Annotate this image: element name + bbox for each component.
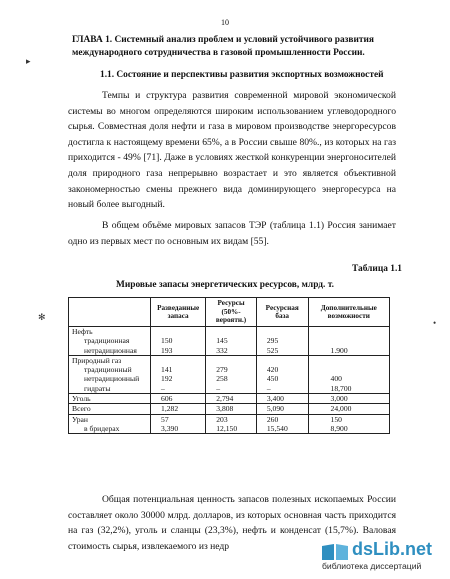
value-cell xyxy=(206,355,257,393)
table-header-cell: Разведанные запаса xyxy=(151,298,206,327)
paragraph-1 xyxy=(68,88,396,213)
text-line: составляет около 30000 млрд. долларов, из которых основная часть приходится xyxy=(68,509,396,521)
value-cell xyxy=(206,327,257,356)
row-label-cell xyxy=(69,355,151,393)
table-row xyxy=(69,355,390,393)
cell-value: 24,000 xyxy=(330,404,352,414)
value-cell xyxy=(206,414,257,434)
cell-value: 150 xyxy=(330,414,342,424)
cell-value: 5,090 xyxy=(266,404,284,414)
cell-value: – xyxy=(216,383,221,393)
text-line: достигла к настоящему времени 65%, а в России свыше 80%., из которых на газ xyxy=(68,136,396,148)
row-label: гидраты xyxy=(84,383,111,393)
cell-value: – xyxy=(161,383,165,393)
cell-value: 8,900 xyxy=(330,423,348,433)
margin-mark-icon: ✻ xyxy=(38,312,46,322)
row-label: в бридерах xyxy=(84,423,120,433)
table-row xyxy=(69,414,390,434)
cell-value: 145 xyxy=(216,336,228,346)
cell-value xyxy=(331,356,386,365)
cell-value: 12,150 xyxy=(216,423,238,433)
paragraph-2 xyxy=(68,218,396,249)
text-line: закономерностью смены прежнего вида доминирующего энергоресурса на xyxy=(68,183,396,195)
cell-value xyxy=(331,365,386,374)
value-cell xyxy=(151,355,206,393)
cell-value xyxy=(161,356,202,365)
watermark-logo xyxy=(320,539,438,573)
table-row xyxy=(69,404,390,414)
section-heading: 1.1. Состояние и перспективы развития экспортных возможностей xyxy=(100,70,384,80)
cell-value: 193 xyxy=(161,345,173,355)
table-row xyxy=(69,327,390,356)
cell-value: 420 xyxy=(266,365,279,375)
value-cell xyxy=(151,414,206,434)
text-line: Темпы и структура развития современной мировой экономической xyxy=(102,90,396,101)
watermark-subtitle: библиотека диссертаций xyxy=(322,561,422,571)
value-cell xyxy=(308,404,389,414)
cell-value xyxy=(331,336,386,345)
row-label-cell xyxy=(69,404,151,414)
row-label: нетрадиционный xyxy=(84,374,140,384)
value-cell xyxy=(256,355,308,393)
table-header-cell: Ресурсы (50%-вероятн.) xyxy=(206,298,257,327)
cell-value: 450 xyxy=(266,374,279,384)
cell-value xyxy=(331,327,386,336)
cell-value: 57 xyxy=(161,414,169,424)
margin-mark-icon: ▸ xyxy=(26,56,31,66)
text-line: стоимость сырья, извлекаемого из недр xyxy=(68,540,230,552)
cell-value xyxy=(216,327,253,336)
text-line: Общая потенциальная ценность запасов полезных ископаемых России xyxy=(102,494,396,505)
row-label: Природный газ xyxy=(72,355,122,365)
cell-value: 192 xyxy=(161,374,173,384)
cell-value: 260 xyxy=(266,414,279,424)
value-cell xyxy=(256,404,308,414)
row-label: традиционная xyxy=(84,336,130,346)
cell-value: 3,808 xyxy=(216,404,234,414)
cell-value: 3,400 xyxy=(266,394,284,404)
cell-value: 15,540 xyxy=(266,423,288,433)
table-row xyxy=(69,394,390,404)
row-label: традиционный xyxy=(84,365,132,375)
row-label: нетрадиционная xyxy=(84,345,137,355)
reserves-table xyxy=(68,297,390,434)
value-cell xyxy=(206,394,257,404)
cell-value: – xyxy=(266,383,271,393)
book-icon xyxy=(320,540,350,562)
value-cell xyxy=(256,327,308,356)
cell-value: 1,282 xyxy=(161,404,179,414)
text-line: сырья. Совместная доля нефти и газа в мировом производстве энергоресурсов xyxy=(68,121,396,133)
text-line: новый более выгодный. xyxy=(68,199,165,211)
cell-value: 141 xyxy=(161,365,173,375)
value-cell xyxy=(206,404,257,414)
cell-value: 1.900 xyxy=(330,345,348,355)
value-cell xyxy=(256,414,308,434)
value-cell xyxy=(308,355,389,393)
page-number: 10 xyxy=(221,18,229,27)
text-line: системы во многом определяются широким использованием углеводородного xyxy=(68,105,396,117)
row-label: Уголь xyxy=(72,394,91,404)
cell-value: 3,000 xyxy=(330,394,348,404)
row-label-cell xyxy=(69,414,151,434)
value-cell xyxy=(308,394,389,404)
table-caption: Таблица 1.1 xyxy=(352,264,402,274)
cell-value: 203 xyxy=(216,414,228,424)
text-line: одно из первых мест по основным их видам [55]. xyxy=(68,235,269,247)
text-line: на газ (32,2%), уголь и сланцы (23,3%), нефть и конденсат (15,7%). Валовая xyxy=(68,525,396,537)
value-cell xyxy=(308,414,389,434)
value-cell xyxy=(308,327,389,356)
cell-value: 258 xyxy=(216,374,228,384)
row-label-cell xyxy=(69,327,151,356)
row-label: Нефть xyxy=(72,327,93,336)
table-header-cell: Ресурсная база xyxy=(256,298,308,327)
text-line: доля природного газа непрерывно возрастает и это является объективной xyxy=(68,167,396,179)
cell-value xyxy=(267,327,305,336)
text-line: приходится - 49% [71]. Даже в условиях жесткой конкуренции энергоносителей xyxy=(68,152,396,164)
value-cell xyxy=(151,404,206,414)
cell-value: 18,700 xyxy=(330,383,352,393)
cell-value: 150 xyxy=(161,336,173,346)
margin-mark-icon: • xyxy=(433,318,437,328)
cell-value: 400 xyxy=(330,374,342,384)
table-header-cell xyxy=(69,298,151,327)
value-cell xyxy=(256,394,308,404)
cell-value xyxy=(161,327,202,336)
cell-value: 606 xyxy=(161,394,173,404)
cell-value: 3,390 xyxy=(161,423,179,433)
value-cell xyxy=(151,394,206,404)
cell-value xyxy=(216,356,253,365)
cell-value: 295 xyxy=(266,336,279,346)
row-label-cell xyxy=(69,394,151,404)
value-cell xyxy=(151,327,206,356)
row-label: Уран xyxy=(72,414,88,424)
table-header-cell: Дополнительные возможности xyxy=(308,298,389,327)
table-title: Мировые запасы энергетических ресурсов, млрд. т. xyxy=(116,280,334,290)
cell-value: 2,794 xyxy=(216,394,234,404)
cell-value: 332 xyxy=(216,345,228,355)
text-line: В общем объёме мировых запасов ТЭР (таблица 1.1) Россия занимает xyxy=(102,220,396,231)
cell-value: 279 xyxy=(216,365,228,375)
cell-value: 525 xyxy=(266,345,279,355)
row-label: Всего xyxy=(72,404,91,414)
cell-value xyxy=(267,356,305,365)
chapter-heading: ГЛАВА 1. Системный анализ проблем и условий устойчивого развития международного сотрудничества в газовой промышленности России. xyxy=(72,35,374,58)
watermark-name: dsLib.net xyxy=(352,539,432,559)
